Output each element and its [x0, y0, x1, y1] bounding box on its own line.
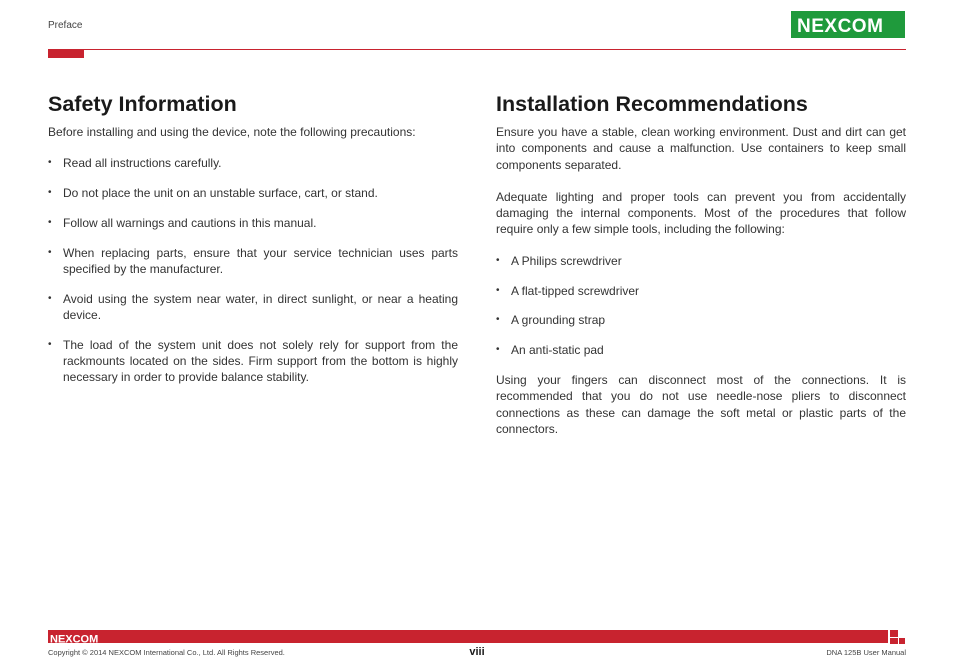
- nexcom-logo-mark: [796, 15, 900, 35]
- footer-squares-icon: [888, 630, 906, 644]
- list-item: • Follow all warnings and cautions in this manual.: [48, 215, 458, 231]
- footer-logo-text: NEXCOM: [50, 633, 99, 644]
- list-item: • Avoid using the system near water, in direct sunlight, or near a heating device.: [48, 291, 458, 324]
- installation-para-1: Ensure you have a stable, clean working environment. Dust and dirt can get into components and cause a malfunction. Use containers to keep small components separated.: [496, 125, 906, 172]
- installation-para-3: Using your fingers can disconnect most of the connections. It is recommended that you do not use needle-nose pliers to disconnect connections as these can damage the soft metal or plastic parts of the connectors.: [496, 372, 906, 436]
- safety-intro: Before installing and using the device, note the following precautions:: [48, 125, 416, 139]
- installation-title: Installation Recommendations: [496, 92, 808, 116]
- installation-para-2: Adequate lighting and proper tools can prevent you from accidentally damaging the internal components. Most of the procedures that follow require only a few simple tools, including the following:: [496, 189, 906, 237]
- list-item: • When replacing parts, ensure that your service technician uses parts specified by the manufacturer.: [48, 245, 458, 278]
- list-item: • The load of the system unit does not solely rely for support from the rackmounts located on the sides. Firm support from the bottom is highly necessary in order to provide balance stability.: [48, 337, 458, 386]
- safety-list: [48, 155, 458, 385]
- list-item: • A flat-tipped screwdriver: [496, 283, 906, 299]
- list-item: • A Philips screwdriver: [496, 253, 906, 269]
- header-rule: [84, 49, 906, 50]
- footer-logo-mark: [50, 632, 110, 644]
- list-item: • An anti-static pad: [496, 342, 906, 358]
- manual-name: DNA 125B User Manual: [826, 648, 906, 657]
- list-item: • A grounding strap: [496, 312, 906, 328]
- copyright-text: Copyright © 2014 NEXCOM International Co., Ltd. All Rights Reserved.: [48, 648, 285, 657]
- tools-list: [496, 253, 906, 359]
- safety-title: Safety Information: [48, 92, 237, 116]
- page-number: viii: [469, 646, 485, 658]
- list-item: • Do not place the unit on an unstable surface, cart, or stand.: [48, 185, 458, 201]
- footer-bar: [48, 630, 888, 643]
- section-label: Preface: [48, 20, 83, 31]
- logo-text: NEXCOM: [797, 15, 884, 35]
- list-item: • Read all instructions carefully.: [48, 155, 458, 171]
- installation-section: [496, 92, 906, 437]
- nexcom-logo: [791, 11, 905, 38]
- header-accent-tab: [48, 49, 84, 58]
- safety-section: [48, 92, 458, 399]
